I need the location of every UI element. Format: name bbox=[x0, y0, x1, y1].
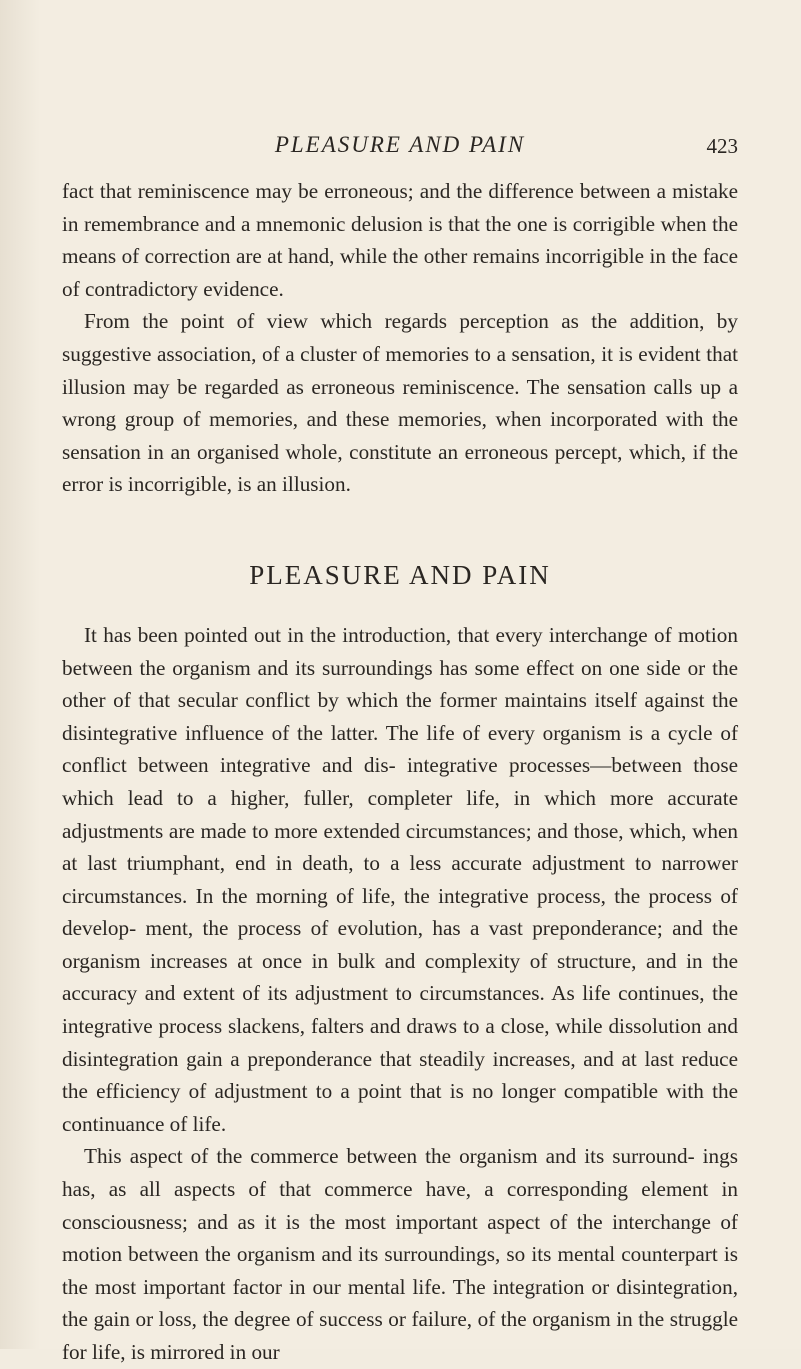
section-heading: PLEASURE AND PAIN bbox=[249, 559, 551, 590]
running-title: PLEASURE AND PAIN bbox=[274, 132, 526, 157]
body-text bbox=[62, 175, 738, 1369]
paragraph: This aspect of the commerce between the organism and its surround- ings has, as all aspects of that commerce have, a corresponding element in consciousness; and as it is the most important aspect of the interchange of motion between the organism and its surroundings, so its mental counterpart is the most important factor in our mental life. The integration or disintegration, the gain or loss, the degree of success or failure, of the organism in the struggle for life, is mirrored in our bbox=[62, 1144, 738, 1364]
page-number: 423 bbox=[706, 134, 738, 158]
running-head bbox=[62, 130, 738, 164]
paragraph: fact that reminiscence may be erroneous; and the difference between a mistake in remembrance and a mnemonic delusion is that the one is corrigible when the means of correction are at hand, while the other remains incorrigible in the face of contradictory evidence. bbox=[62, 179, 738, 301]
paragraph: It has been pointed out in the introduction, that every interchange of motion between the organism and its surroundings has some effect on one side or the other of that secular conflict by which the former maintains itself against the disintegrative influence of the latter. The life of every organism is a cycle of conflict between integrative and dis- integrative processes—between those which lead to a higher, fuller, completer life, in which more accurate adjustments are made to more extended circumstances; and those, which, when at last triumphant, end in death, to a less accurate adjustment to narrower circumstances. In the morning of life, the integrative process, the process of develop- ment, the process of evolution, has a vast preponderance; and the organism increases at once in bulk and complexity of structure, and in the accuracy and extent of its adjustment to circumstances. As life continues, the integrative process slackens, falters and draws to a close, while dissolution and disintegration gain a preponderance that steadily increases, and at last reduce the efficiency of adjustment to a point that is no longer compatible with the continuance of life. bbox=[62, 622, 738, 1136]
paragraph: From the point of view which regards perception as the addition, by suggestive association, of a cluster of memories to a sensation, it is evident that illusion may be regarded as erroneous reminiscence. The sensation calls up a wrong group of memories, and these memories, when incorporated with the sensation in an organised whole, constitute an erroneous percept, which, if the error is incorrigible, is an illusion. bbox=[62, 309, 738, 497]
